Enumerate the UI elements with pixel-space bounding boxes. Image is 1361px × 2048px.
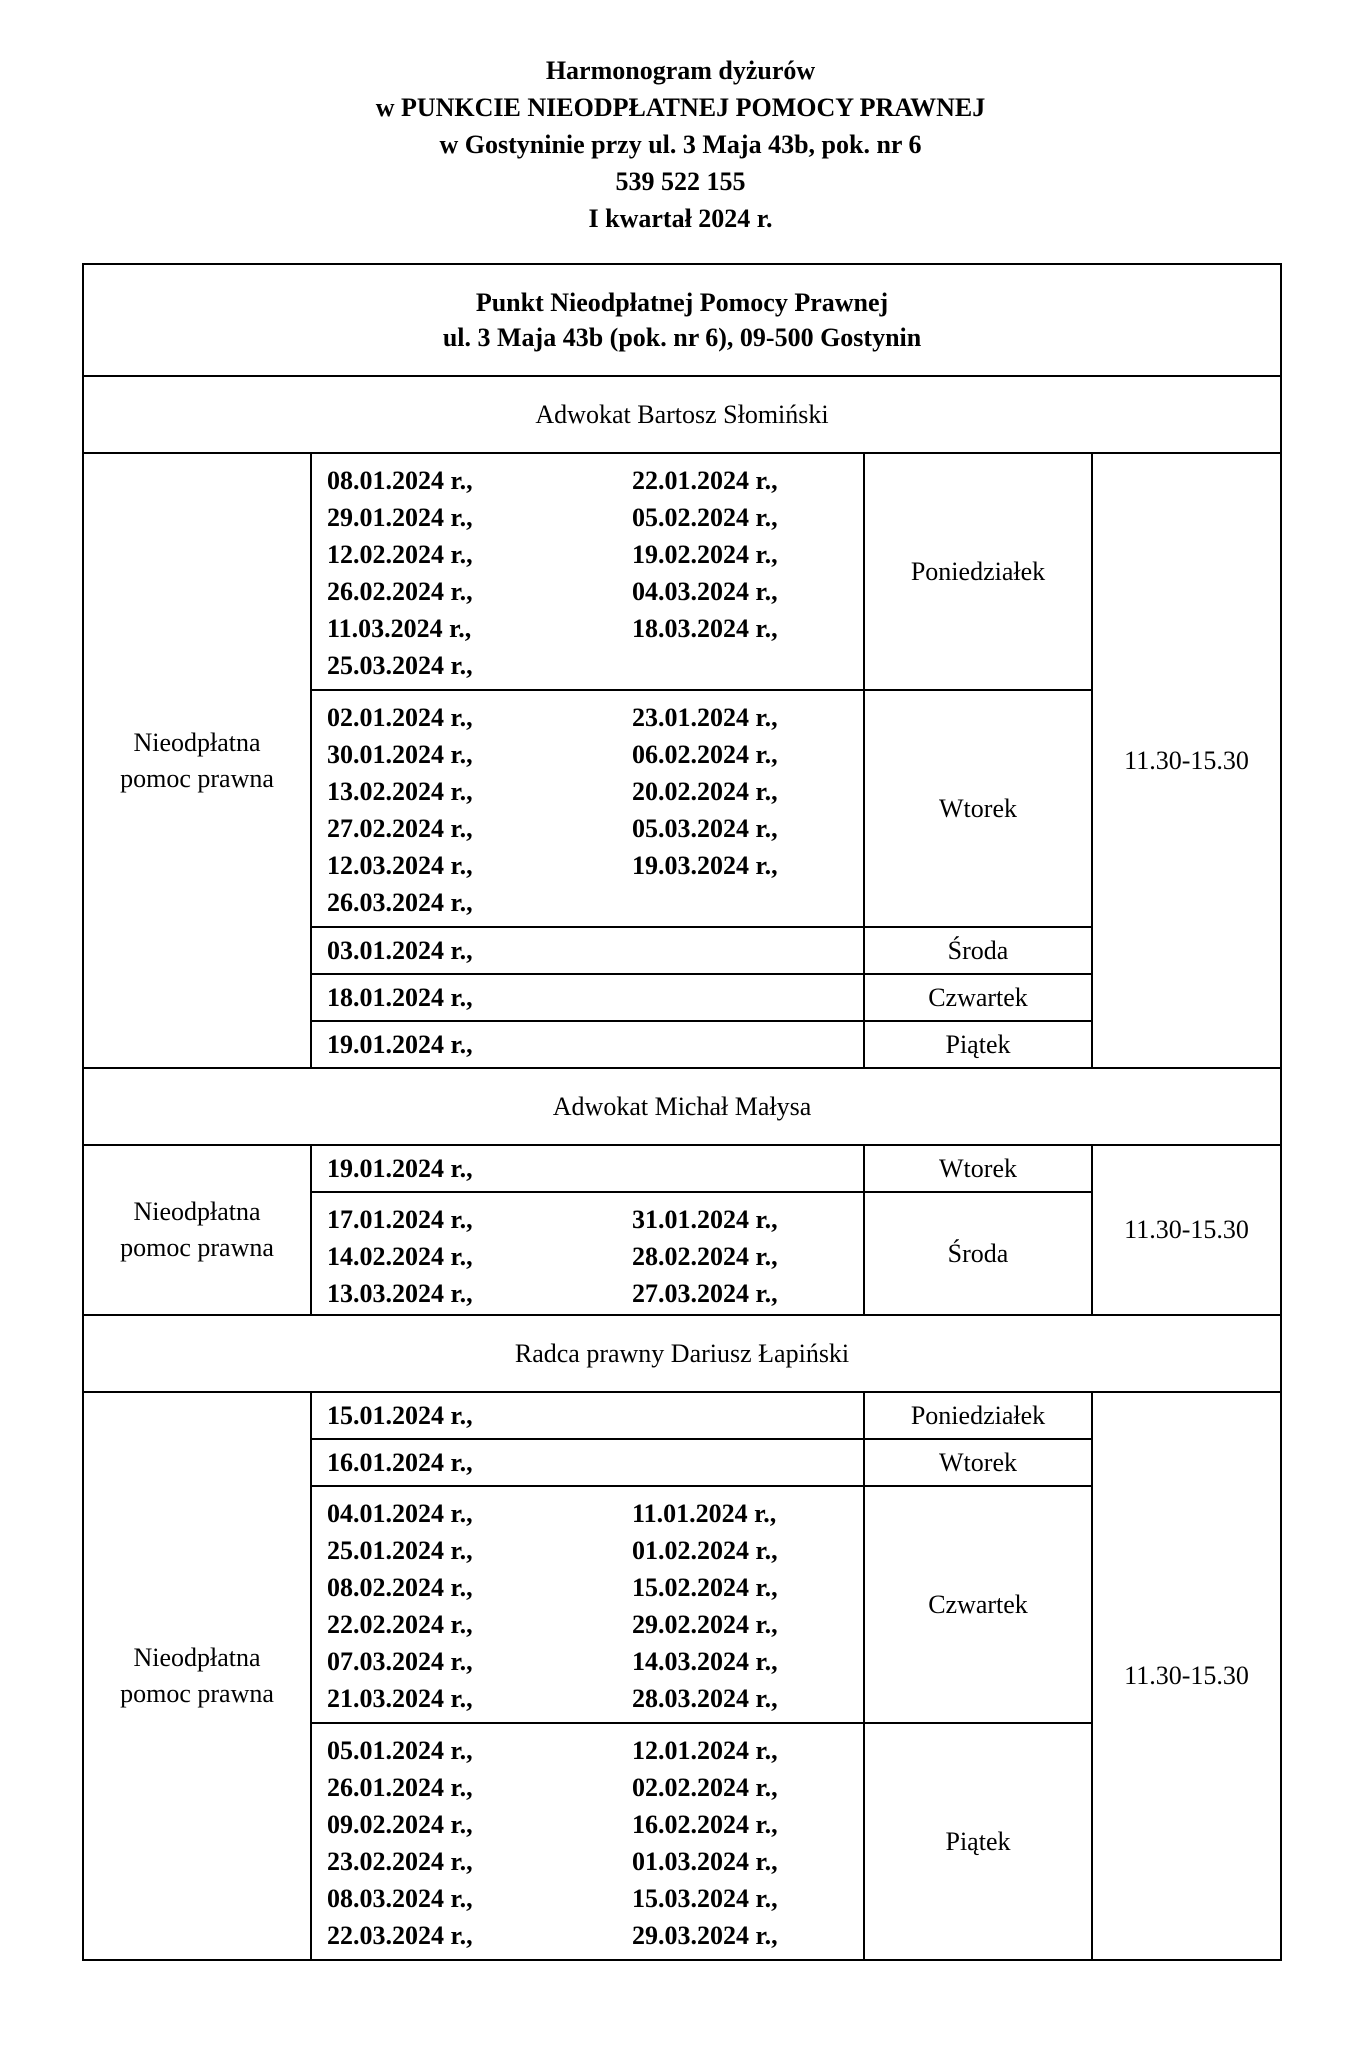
date: 08.02.2024 r., xyxy=(327,1573,473,1602)
date: 14.03.2024 r., xyxy=(632,1647,778,1676)
date: 09.02.2024 r., xyxy=(327,1810,473,1839)
office-hours: 11.30-15.30 xyxy=(1092,453,1281,1068)
date: 28.03.2024 r., xyxy=(632,1684,778,1713)
date: 12.01.2024 r., xyxy=(632,1736,778,1765)
date: 23.02.2024 r., xyxy=(327,1847,473,1876)
date: 25.01.2024 r., xyxy=(327,1536,473,1565)
date: 21.03.2024 r., xyxy=(327,1684,473,1713)
date: 29.03.2024 r., xyxy=(632,1921,778,1950)
date: 27.02.2024 r., xyxy=(327,814,473,843)
dates-cell xyxy=(311,1392,864,1439)
date: 13.02.2024 r., xyxy=(327,777,473,806)
service-label-line: Nieodpłatna xyxy=(133,727,261,757)
service-label-line: Nieodpłatna xyxy=(133,1643,261,1672)
date: 01.02.2024 r., xyxy=(632,1536,778,1565)
date: 26.01.2024 r., xyxy=(327,1773,473,1802)
date: 18.01.2024 r., xyxy=(327,983,473,1012)
service-label-line: pomoc prawna xyxy=(120,763,274,793)
header-line: Harmonogram dyżurów xyxy=(545,56,816,85)
date: 07.03.2024 r., xyxy=(327,1647,473,1676)
date: 30.01.2024 r., xyxy=(327,740,473,769)
weekday: Czwartek xyxy=(864,1486,1092,1723)
office-hours: 11.30-15.30 xyxy=(1092,1392,1281,1960)
dates-cell xyxy=(311,1192,864,1315)
date: 02.02.2024 r., xyxy=(632,1773,778,1802)
schedule-table xyxy=(82,263,1282,1961)
document-header xyxy=(0,52,1361,237)
date: 17.01.2024 r., xyxy=(327,1205,473,1234)
dates-cell xyxy=(311,1021,864,1068)
date: 22.01.2024 r., xyxy=(632,466,778,495)
service-label-line: pomoc prawna xyxy=(120,1679,274,1708)
weekday: Wtorek xyxy=(864,1439,1092,1486)
date: 18.03.2024 r., xyxy=(632,614,778,643)
date: 22.03.2024 r., xyxy=(327,1921,473,1950)
date: 26.02.2024 r., xyxy=(327,577,473,606)
date: 03.01.2024 r., xyxy=(327,936,473,965)
header-line: w Gostyninie przy ul. 3 Maja 43b, pok. nr 6 xyxy=(439,130,922,159)
office-hours: 11.30-15.30 xyxy=(1092,1145,1281,1315)
weekday: Poniedziałek xyxy=(864,453,1092,690)
date: 23.01.2024 r., xyxy=(632,703,778,732)
date: 13.03.2024 r., xyxy=(327,1279,473,1308)
service-label-cell xyxy=(83,453,311,1068)
lawyer-name: Adwokat Michał Małysa xyxy=(83,1068,1281,1145)
lawyer-name: Radca prawny Dariusz Łapiński xyxy=(83,1315,1281,1392)
date: 15.01.2024 r., xyxy=(327,1401,473,1430)
date: 01.03.2024 r., xyxy=(632,1847,778,1876)
date: 28.02.2024 r., xyxy=(632,1242,778,1271)
dates-cell xyxy=(311,1439,864,1486)
weekday: Wtorek xyxy=(864,690,1092,927)
weekday: Piątek xyxy=(864,1021,1092,1068)
weekday: Poniedziałek xyxy=(864,1392,1092,1439)
date: 16.02.2024 r., xyxy=(632,1810,778,1839)
service-label-line: pomoc prawna xyxy=(120,1233,274,1262)
date: 02.01.2024 r., xyxy=(327,703,473,732)
date: 11.01.2024 r., xyxy=(632,1499,777,1528)
dates-cell xyxy=(311,690,864,927)
date: 06.02.2024 r., xyxy=(632,740,778,769)
dates-cell xyxy=(311,1723,864,1960)
date: 20.02.2024 r., xyxy=(632,777,778,806)
dates-cell xyxy=(311,927,864,974)
dates-cell xyxy=(311,1145,864,1192)
date: 05.02.2024 r., xyxy=(632,503,778,532)
point-address: ul. 3 Maja 43b (pok. nr 6), 09-500 Gostynin xyxy=(442,323,922,352)
date: 27.03.2024 r., xyxy=(632,1279,778,1308)
dates-cell xyxy=(311,1486,864,1723)
date: 04.01.2024 r., xyxy=(327,1499,473,1528)
date: 16.01.2024 r., xyxy=(327,1448,473,1477)
header-line: I kwartał 2024 r. xyxy=(588,204,773,233)
weekday: Środa xyxy=(864,927,1092,974)
header-line: 539 522 155 xyxy=(615,167,746,196)
date: 19.01.2024 r., xyxy=(327,1154,473,1183)
service-label-cell xyxy=(83,1392,311,1960)
date: 04.03.2024 r., xyxy=(632,577,778,606)
date: 29.01.2024 r., xyxy=(327,503,473,532)
service-label-cell xyxy=(83,1145,311,1315)
date: 22.02.2024 r., xyxy=(327,1610,473,1639)
weekday: Wtorek xyxy=(864,1145,1092,1192)
date: 31.01.2024 r., xyxy=(632,1205,778,1234)
date: 26.03.2024 r., xyxy=(327,888,473,917)
date: 19.03.2024 r., xyxy=(632,851,778,880)
weekday: Czwartek xyxy=(864,974,1092,1021)
header-line: w PUNKCIE NIEODPŁATNEJ POMOCY PRAWNEJ xyxy=(375,93,986,122)
date: 19.02.2024 r., xyxy=(632,540,778,569)
lawyer-name: Adwokat Bartosz Słomiński xyxy=(83,376,1281,453)
date: 11.03.2024 r., xyxy=(327,614,472,643)
date: 25.03.2024 r., xyxy=(327,651,473,680)
dates-cell xyxy=(311,974,864,1021)
date: 05.01.2024 r., xyxy=(327,1736,473,1765)
service-label-line: Nieodpłatna xyxy=(133,1197,261,1226)
date: 08.03.2024 r., xyxy=(327,1884,473,1913)
point-address-cell xyxy=(83,264,1281,376)
weekday: Środa xyxy=(864,1192,1092,1315)
date: 08.01.2024 r., xyxy=(327,466,473,495)
date: 12.02.2024 r., xyxy=(327,540,473,569)
date: 15.02.2024 r., xyxy=(632,1573,778,1602)
weekday: Piątek xyxy=(864,1723,1092,1960)
date: 05.03.2024 r., xyxy=(632,814,778,843)
point-name: Punkt Nieodpłatnej Pomocy Prawnej xyxy=(475,288,889,317)
date: 14.02.2024 r., xyxy=(327,1242,473,1271)
date: 15.03.2024 r., xyxy=(632,1884,778,1913)
dates-cell xyxy=(311,453,864,690)
date: 29.02.2024 r., xyxy=(632,1610,778,1639)
date: 12.03.2024 r., xyxy=(327,851,473,880)
date: 19.01.2024 r., xyxy=(327,1030,473,1059)
